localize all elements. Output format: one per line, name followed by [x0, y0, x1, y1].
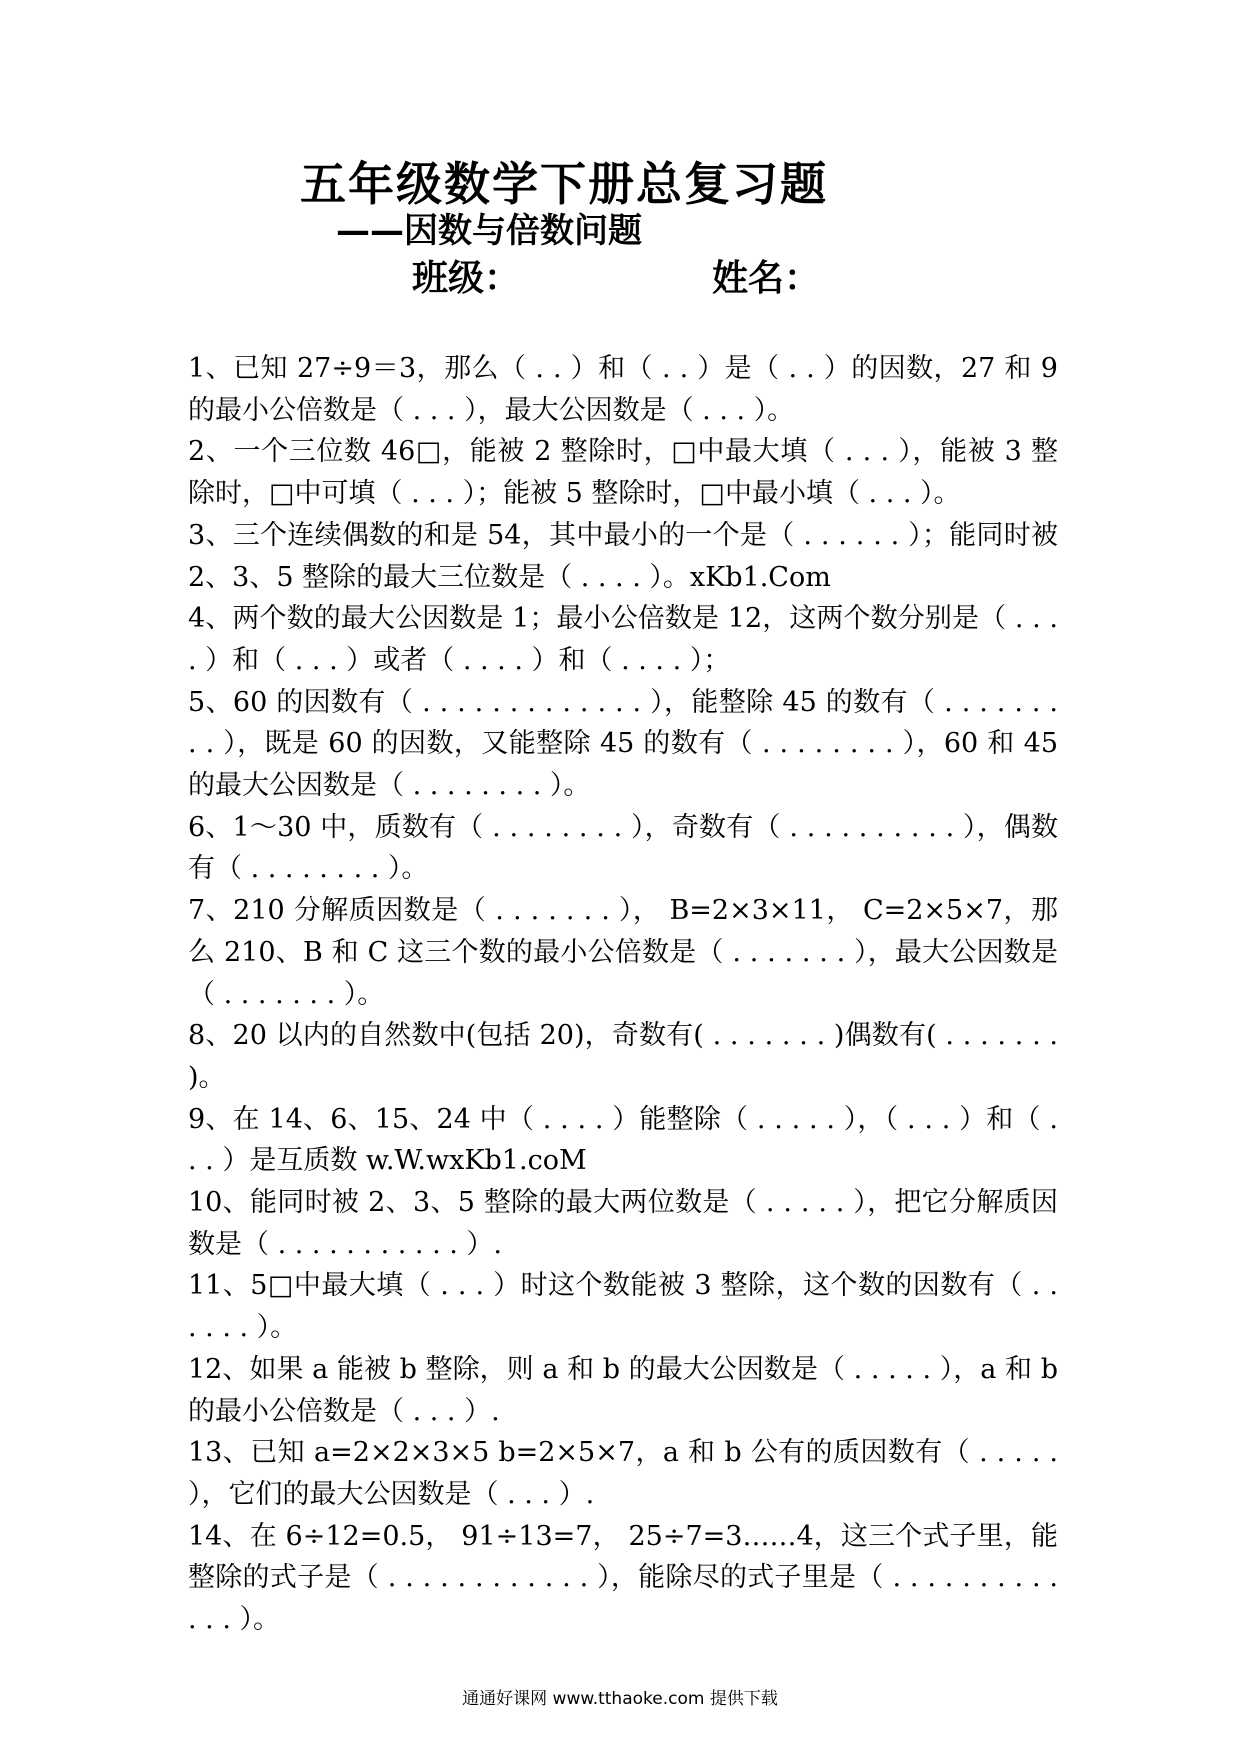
question-5: 5、60 的因数有（ . . . . . . . . . . . . . ），能整除 45 的数有（ . . . . . . . . . ），既是 60 的因数，又能整除 45 的数有（ . . . . . . . . ），60 和 45 的最大公因数是（ . . . . . . . . ）。 [188, 686, 1058, 802]
question-11: 11、5□中最大填（ . . . ）时这个数能被 3 整除，这个数的因数有（ . . . . . . ）。 [188, 1270, 1058, 1344]
question-7: 7、210 分解质因数是（ . . . . . . . ）， B=2×3×11， C=2×5×7，那么 210、B 和 C 这三个数的最小公倍数是（ . . . . . . . ），最大公因数是（ . . . . . . . ）。 [188, 895, 1058, 1010]
question-12: 12、如果 a 能被 b 整除，则 a 和 b 的最大公因数是（ . . . . . ），a 和 b 的最小公倍数是（ . . . ）. [188, 1353, 1058, 1427]
page-title: 五年级数学下册总复习题 [300, 157, 828, 211]
name-label: 姓名： [712, 258, 821, 299]
question-8: 8、20 以内的自然数中(包括 20)，奇数有( . . . . . . . )偶数有( . . . . . . . )。 [188, 1020, 1058, 1093]
question-3: 3、三个连续偶数的和是 54，其中最小的一个是（ . . . . . . ）；能同时被 2、3、5 整除的最大三位数是（ . . . . ）。xKb1.Com [188, 519, 1058, 593]
page-subtitle: ——因数与倍数问题 [336, 211, 642, 251]
question-13: 13、已知 a=2×2×3×5 b=2×5×7，a 和 b 公有的质因数有（ . . . . . ），它们的最大公因数是（ . . . ）. [188, 1437, 1058, 1510]
question-14: 14、在 6÷12=0.5， 91÷13=7， 25÷7=3……4，这三个式子里，能整除的式子是（ . . . . . . . . . . . . ），能除尽的式子里是（ . . . . . . . . . . . . . ）。 [188, 1520, 1058, 1636]
class-label: 班级： [412, 258, 521, 299]
question-2: 2、一个三位数 46□，能被 2 整除时，□中最大填（ . . . ），能被 3 整除时，□中可填（ . . . ）；能被 5 整除时，□中最小填（ . . . ）。 [188, 436, 1058, 510]
question-list [188, 348, 1058, 1641]
question-6: 6、1～30 中，质数有（ . . . . . . . . ），奇数有（ . . . . . . . . . . ），偶数有（ . . . . . . . . ）。 [188, 811, 1058, 885]
footer-credit: 通通好课网 www.tthaoke.com 提供下载 [462, 1689, 778, 1709]
question-10: 10、能同时被 2、3、5 整除的最大两位数是（ . . . . . ），把它分解质因数是（ . . . . . . . . . . . ）. [188, 1187, 1058, 1260]
question-4: 4、两个数的最大公因数是 1；最小公倍数是 12，这两个数分别是（ . . . . ）和（ . . . ）或者（ . . . . ）和（ . . . . ）； [188, 603, 1058, 676]
question-1: 1、已知 27÷9＝3，那么（ . . ）和（ . . ）是（ . . ）的因数，27 和 9 的最小公倍数是（ . . . ），最大公因数是（ . . . ）。 [188, 353, 1058, 426]
question-9: 9、在 14、6、15、24 中（ . . . . ）能整除（ . . . . . ），（ . . . ）和（ . . . ）是互质数 w.W.wxKb1.coM [188, 1103, 1058, 1177]
